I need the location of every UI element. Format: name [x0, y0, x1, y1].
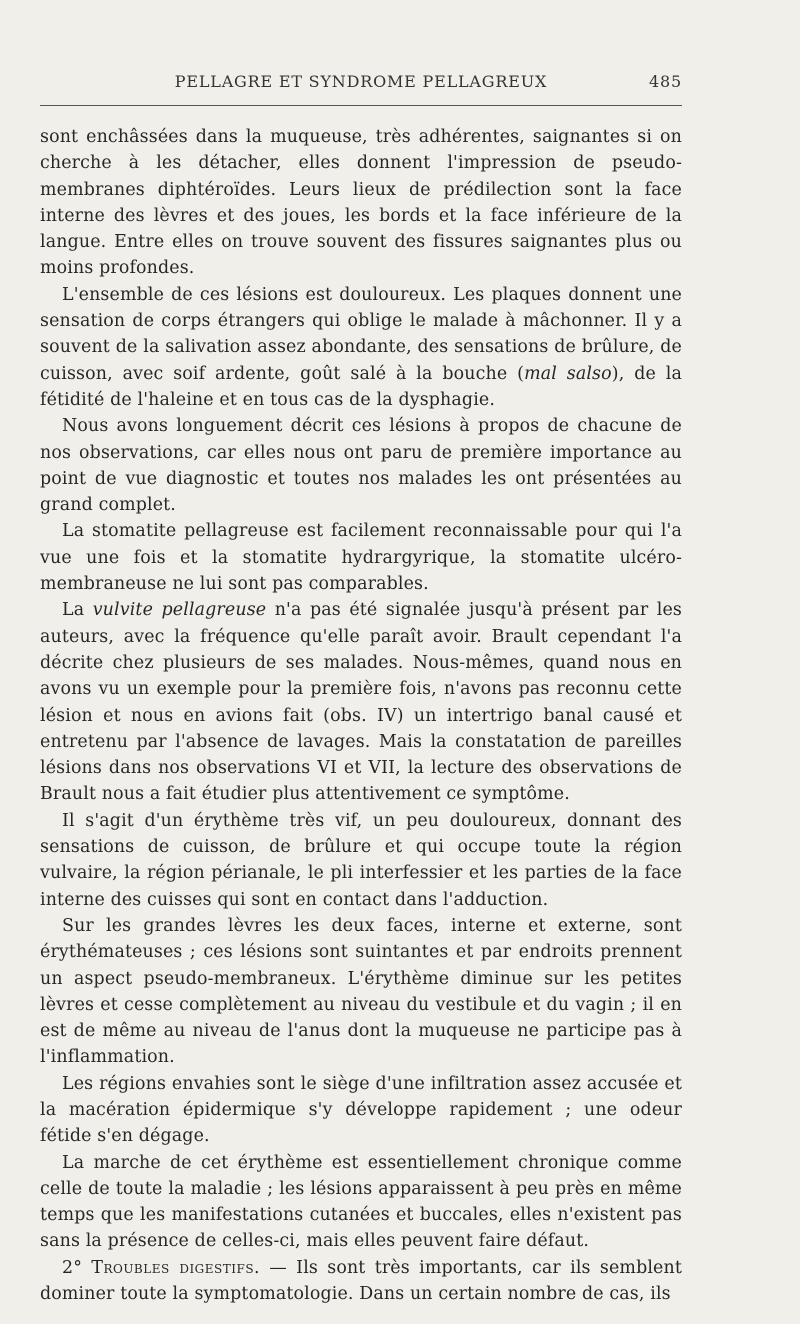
paragraph: sont enchâssées dans la muqueuse, très adhérentes, saignantes si on cherche à les détacher, elles donnent l'impression de pseudo-membranes diphtéroïdes. Leurs lieux de prédilection sont la face interne des lèvres et des joues, les bords et la face inférieure de la langue. Entre elles on trouve souvent des fissures saignantes plus ou moins profondes. — [40, 127, 682, 279]
paragraph: La stomatite pellagreuse est facilement reconnaissable pour qui l'a vue une fois et la stomatite hydrargyrique, la stomatite ulcéro-membraneuse ne lui sont pas comparables. — [40, 521, 682, 595]
italic-term: mal salso — [524, 363, 612, 384]
paragraph: Sur les grandes lèvres les deux faces, interne et externe, sont érythémateuses ; ces lésions sont suintantes et par endroits prennent un aspect pseudo-membraneux. L'érythème diminue sur les petites lèvres et cesse complètement au niveau du vestibule et du vagin ; il en est de même au niveau de l'anus dont la muqueuse ne participe pas à l'inflammation. — [40, 915, 682, 1068]
paragraph: Nous avons longuement décrit ces lésions à propos de chacune de nos observations, car elles nous ont paru de première importance au point de vue diagnostic et toutes nos malades les ont présentées au grand complet. — [40, 416, 682, 516]
document-page — [40, 72, 682, 1307]
running-header — [40, 72, 682, 97]
paragraph: 2° Troubles digestifs. — Ils sont très importants, car ils semblent dominer toute la symptomatologie. Dans un certain nombre de cas, ils — [40, 1257, 682, 1305]
header-rule — [40, 105, 682, 106]
paragraph: La vulvite pellagreuse n'a pas été signalée jusqu'à présent par les auteurs, avec la fréquence qu'elle paraît avoir. Brault cependant l'a décrite chez plusieurs de ses malades. Nous-mêmes, quand nous en avons vu un exemple pour la première fois, n'avons pas reconnu cette lésion et nous en avions fait (obs. IV) un intertrigo banal causé et entretenu par l'absence de lavages. Mais la constatation de pareilles lésions dans nos observations VI et VII, la lecture des observations de Brault nous a fait étudier plus attentivement ce symptôme. — [40, 600, 683, 805]
paragraph: Il s'agit d'un érythème très vif, un peu douloureux, donnant des sensations de cuisson, de brûlure et qui occupe toute la région vulvaire, la région périanale, le pli interfessier et les parties de la face interne des cuisses qui sont en contact dans l'adduction. — [40, 810, 682, 910]
page-number: 485 — [649, 72, 682, 91]
paragraph: La marche de cet érythème est essentiellement chronique comme celle de toute la maladie ; les lésions apparaissent à peu près en même temps que les manifestations cutanées et buccales, elles n'existent pas sans la présence de celles-ci, mais elles peuvent faire défaut. — [40, 1152, 682, 1252]
paragraph: Les régions envahies sont le siège d'une infiltration assez accusée et la macération épidermique s'y développe rapidement ; une odeur fétide s'en dégage. — [40, 1073, 682, 1147]
section-heading: Troubles digestifs. — [91, 1257, 261, 1278]
italic-term: vulvite pellagreuse — [92, 600, 267, 621]
paragraph: L'ensemble de ces lésions est douloureux. Les plaques donnent une sensation de corps étrangers qui oblige le malade à mâchonner. Il y a souvent de la salivation assez abondante, des sensations de brûlure, de cuisson, avec soif ardente, goût salé à la bouche (mal salso), de la fétidité de l'haleine et en tous cas de la dysphagie. — [40, 284, 682, 410]
body-text — [40, 124, 682, 1307]
running-title: PELLAGRE ET SYNDROME PELLAGREUX — [174, 72, 548, 91]
